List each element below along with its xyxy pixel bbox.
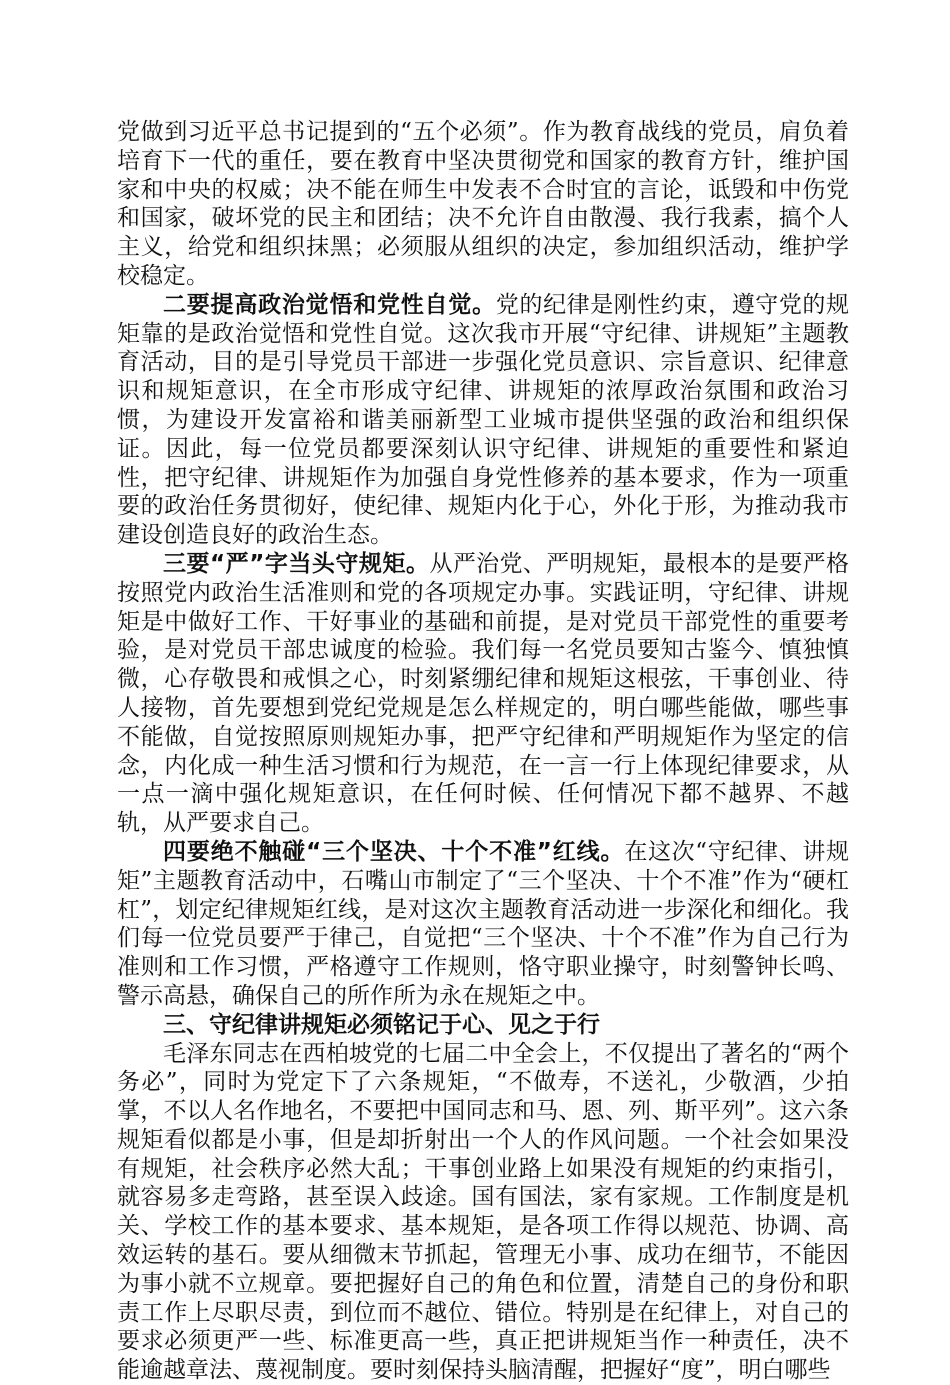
paragraph-lead: 三要“严”字当头守规矩。 bbox=[163, 551, 430, 577]
paragraph-point-two bbox=[117, 291, 849, 550]
paragraph-text: 毛泽东同志在西柏坡党的七届二中全会上，不仅提出了著名的“两个务必”，同时为党定下了六条规矩，“不做寿，不送礼，少敬酒，少拍掌，不以人名作地名，不要把中国同志和马、恩、列、斯平列”。这六条规矩看似都是小事，但是却折射出一个人的作风问题。一个社会如果没有规矩，社会秩序必然大乱；干事创业路上如果没有规矩的约束指引，就容易多走弯路，甚至误入歧途。国有国法，家有家规。工作制度是机关、学校工作的基本要求、基本规矩，是各项工作得以规范、协调、高效运转的基石。要从细微末节抓起，管理无小事、成功在细节，不能因为事小就不立规章。要把握好自己的角色和位置，清楚自己的身份和职责工作上尽职尽责，到位而不越位、错位。特别是在纪律上，对自己的要求必须更严一些、标准更高一些，真正把讲规矩当作一种责任，决不能逾越章法、蔑视制度。要时刻保持头脑清醒，把握好“度”，明白哪些 bbox=[117, 1041, 849, 1384]
paragraph-lead: 四要绝不触碰“三个坚决、十个不准”红线。 bbox=[163, 839, 624, 865]
section-heading: 三、守纪律讲规矩必须铭记于心、见之于行 bbox=[117, 1011, 849, 1040]
paragraph-point-three bbox=[117, 550, 849, 838]
paragraph-text: 党做到习近平总书记提到的“五个必须”。作为教育战线的党员，肩负着培育下一代的重任，要在教育中坚决贯彻党和国家的教育方针，维护国家和中央的权威；决不能在师生中发表不合时宜的言论，诋毁和中伤党和国家，破坏党的民主和团结；决不允许自由散漫、我行我素，搞个人主义，给党和组织抹黑；必须服从组织的决定，参加组织活动，维护学校稳定。 bbox=[117, 119, 849, 289]
paragraph-text: 党的纪律是刚性约束，遵守党的规矩靠的是政治觉悟和党性自觉。这次我市开展“守纪律、讲规矩”主题教育活动，目的是引导党员干部进一步强化党员意识、宗旨意识、纪律意识和规矩意识，在全市形成守纪律、讲规矩的浓厚政治氛围和政治习惯，为建设开发富裕和谐美丽新型工业城市提供坚强的政治和组织保证。因此，每一位党员都要深刻认识守纪律、讲规矩的重要性和紧迫性，把守纪律、讲规矩作为加强自身党性修养的基本要求，作为一项重要的政治任务贯彻好，使纪律、规矩内化于心，外化于形，为推动我市建设创造良好的政治生态。 bbox=[117, 292, 849, 548]
paragraph-continuation bbox=[117, 118, 849, 291]
paragraph-section-three-body bbox=[117, 1040, 849, 1385]
paragraph-lead: 二要提高政治觉悟和党性自觉。 bbox=[163, 292, 496, 318]
paragraph-text: 在这次“守纪律、讲规矩”主题教育活动中，石嘴山市制定了“三个坚决、十个不准”作为“硬杠杠”，划定纪律规矩红线，是对这次主题教育活动进一步深化和细化。我们每一位党员要严于律己，自觉把“三个坚决、十个不准”作为自己行为准则和工作习惯，严格遵守工作规则，恪守职业操守，时刻警钟长鸣、警示高悬，确保自己的所作所为永在规矩之中。 bbox=[117, 839, 849, 1009]
paragraph-point-four bbox=[117, 838, 849, 1011]
document-page bbox=[117, 118, 849, 1385]
paragraph-text: 从严治党、严明规矩，最根本的是要严格按照党内政治生活准则和党的各项规定办事。实践证明，守纪律、讲规矩是中做好工作、干好事业的基础和前提，是对党员干部党性的重要考验，是对党员干部忠诚度的检验。我们每一名党员要知古鉴今、慎独慎微，心存敬畏和戒惧之心，时刻紧绷纪律和规矩这根弦，干事创业、待人接物，首先要想到党纪党规是怎么样规定的，明白哪些能做，哪些事不能做，自觉按照原则规矩办事，把严守纪律和严明规矩作为坚定的信念，内化成一种生活习惯和行为规范，在一言一行上体现纪律要求，从一点一滴中强化规矩意识，在任何时候、任何情况下都不越界、不越轨，从严要求自己。 bbox=[117, 551, 849, 836]
